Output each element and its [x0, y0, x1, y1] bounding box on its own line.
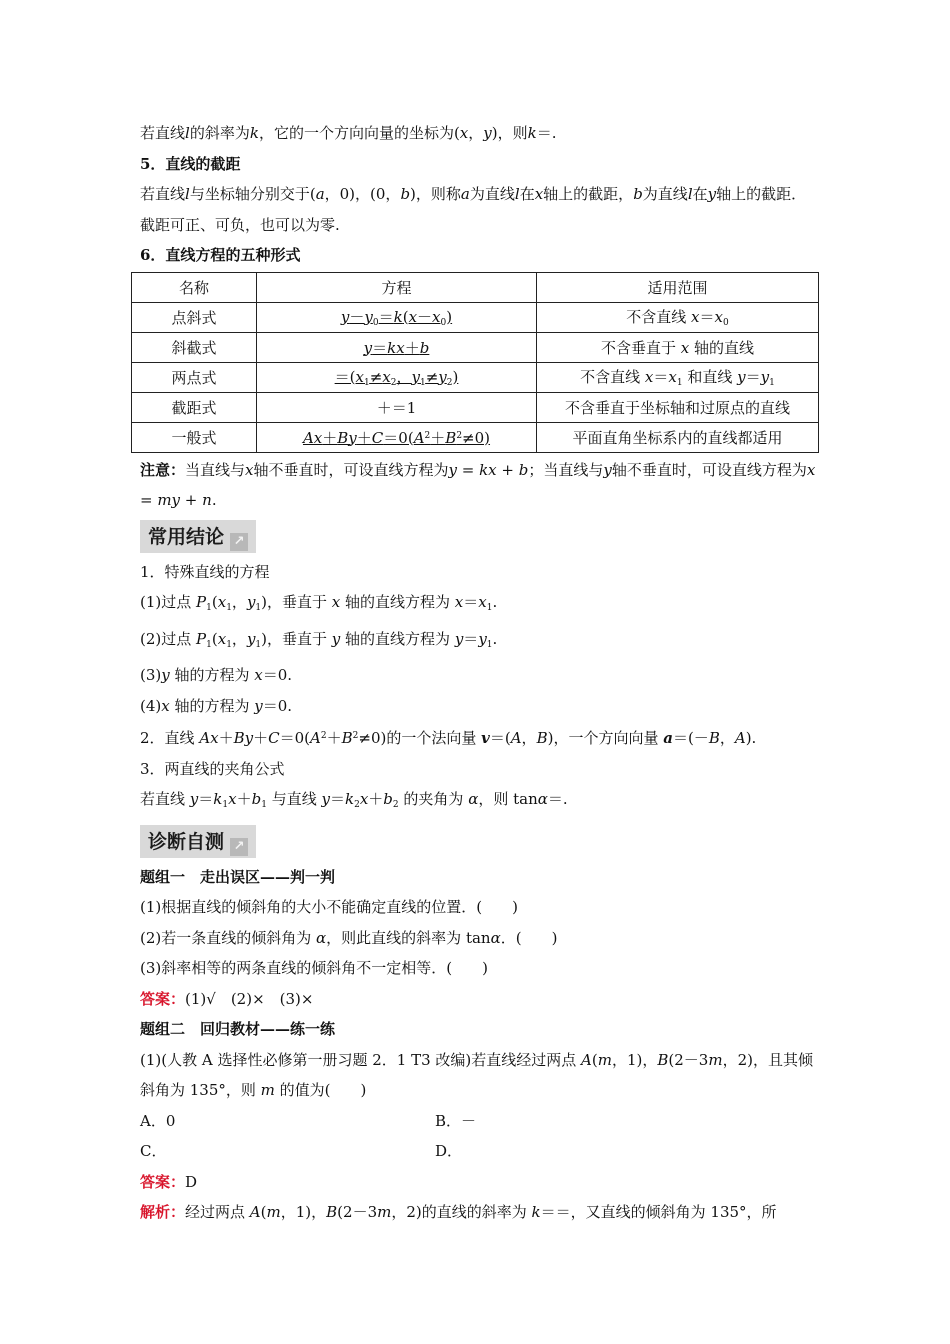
section-5-title: 5．直线的截距: [140, 154, 241, 173]
row-equation: ＋＝1: [257, 392, 537, 422]
row-scope: 不含垂直于坐标轴和过原点的直线: [537, 392, 819, 422]
row-equation: $=(x_1\ne x_2$，$y_1\ne y_2$): [257, 362, 537, 392]
row-name: 斜截式: [132, 332, 257, 362]
option-c: C．: [140, 1142, 167, 1160]
row-scope: 不含垂直于 x 轴的直线: [537, 332, 819, 362]
conclusion-3-formula: 若直线 $y=k_1x+b_1$ 与直线 $y=k_2x+b_2$ 的夹角为 α，则 tanα＝.: [140, 790, 568, 810]
row-name: 截距式: [132, 392, 257, 422]
answer-group-1: 答案：(1)√ (2)× (3)×: [140, 989, 314, 1008]
diagnostic-test-banner: 诊断自测 ↗: [140, 825, 256, 858]
line-equation-forms-table: [131, 272, 819, 453]
banner-arrow-icon: ↗: [230, 838, 248, 856]
judge-item-2: (2)若一条直线的倾斜角为 α，则此直线的斜率为 tanα．( ): [140, 928, 558, 947]
row-equation: y＝kx＋b: [257, 332, 537, 362]
conclusion-3-title: 3．两直线的夹角公式: [140, 759, 285, 778]
group-1-title: 题组一 走出误区——判一判: [140, 867, 336, 886]
answer-question-1: 答案：D: [140, 1172, 198, 1191]
table-header-row: [132, 272, 819, 302]
table-row: [132, 422, 819, 452]
slope-direction-paragraph: 若直线l的斜率为k，它的一个方向向量的坐标为(x，y)，则k＝.: [140, 124, 557, 142]
option-b: B．－: [435, 1111, 477, 1130]
group-2-title: 题组二 回归教材——练一练: [140, 1020, 336, 1038]
conclusion-1-item-1: (1)过点 $P_1(x_1$，$y_1$)，垂直于 x 轴的直线方程为 $x=x_1$.: [140, 593, 498, 613]
solution-question-1: 解析：经过两点 A(m，1)，B(2－3m，2)的直线的斜率为 k＝＝，又直线的倾斜角为 135°，所: [140, 1203, 777, 1221]
conclusion-2: 2．直线 $Ax+By+C=0(A^2+B^2\ne 0)$的一个法向量 v＝(A，B)，一个方向向量 a＝(－B，A).: [140, 729, 757, 747]
row-scope: 平面直角坐标系内的直线都适用: [537, 422, 819, 452]
conclusion-1-item-4: (4)x 轴的方程为 y＝0.: [140, 696, 293, 715]
banner-arrow-icon: ↗: [230, 533, 248, 551]
row-scope: 不含直线 $x=x_0$: [537, 302, 819, 332]
options-row-1: [140, 1106, 820, 1137]
table-row: [132, 332, 819, 362]
judge-item-3: (3)斜率相等的两条直线的倾斜角不一定相等．( ): [140, 959, 488, 977]
header-equation: 方程: [257, 272, 537, 302]
judge-item-1: (1)根据直线的倾斜角的大小不能确定直线的位置．( ): [140, 898, 518, 916]
common-conclusions-banner: 常用结论 ↗: [140, 520, 256, 553]
intercept-paragraph: 若直线l与坐标轴分别交于(a，0)，(0，b)，则称a为直线l在x轴上的截距，b为直线l在y轴上的截距．截距可正、可负，也可以为零.: [140, 185, 807, 234]
conclusion-1-item-3: (3)y 轴的方程为 x＝0.: [140, 666, 293, 684]
note-paragraph: 注意：当直线与x轴不垂直时，可设直线方程为y = kx + b；当直线与y轴不垂直时，可设直线方程为x = my + n.: [140, 460, 816, 509]
question-1: (1)(人教 A 选择性必修第一册习题 2．1 T3 改编)若直线经过两点 A(m，1)，B(2－3m，2)，且其倾斜角为 135°，则 m 的值为( ): [140, 1050, 813, 1099]
conclusion-1-title: 1．特殊直线的方程: [140, 562, 270, 581]
row-equation: $Ax+By+C=0(A^2+B^2\ne 0)$: [257, 422, 537, 452]
document-page: [140, 118, 820, 1228]
table-row: [132, 362, 819, 392]
table-row: [132, 392, 819, 422]
header-name: 名称: [132, 272, 257, 302]
table-row: [132, 302, 819, 332]
row-name: 两点式: [132, 362, 257, 392]
row-scope: 不含直线 $x=x_1$ 和直线 $y=y_1$: [537, 362, 819, 392]
option-d: D．: [435, 1142, 463, 1160]
row-equation: $y-y_0=k(x-x_0)$: [257, 302, 537, 332]
row-name: 一般式: [132, 422, 257, 452]
conclusion-1-item-2: (2)过点 $P_1(x_1$，$y_1$)，垂直于 y 轴的直线方程为 $y=y_1$.: [140, 629, 498, 650]
row-name: 点斜式: [132, 302, 257, 332]
option-a: A．0: [140, 1111, 176, 1130]
header-scope: 适用范围: [537, 272, 819, 302]
options-row-2: [140, 1136, 820, 1167]
section-6-title: 6．直线方程的五种形式: [140, 246, 301, 264]
